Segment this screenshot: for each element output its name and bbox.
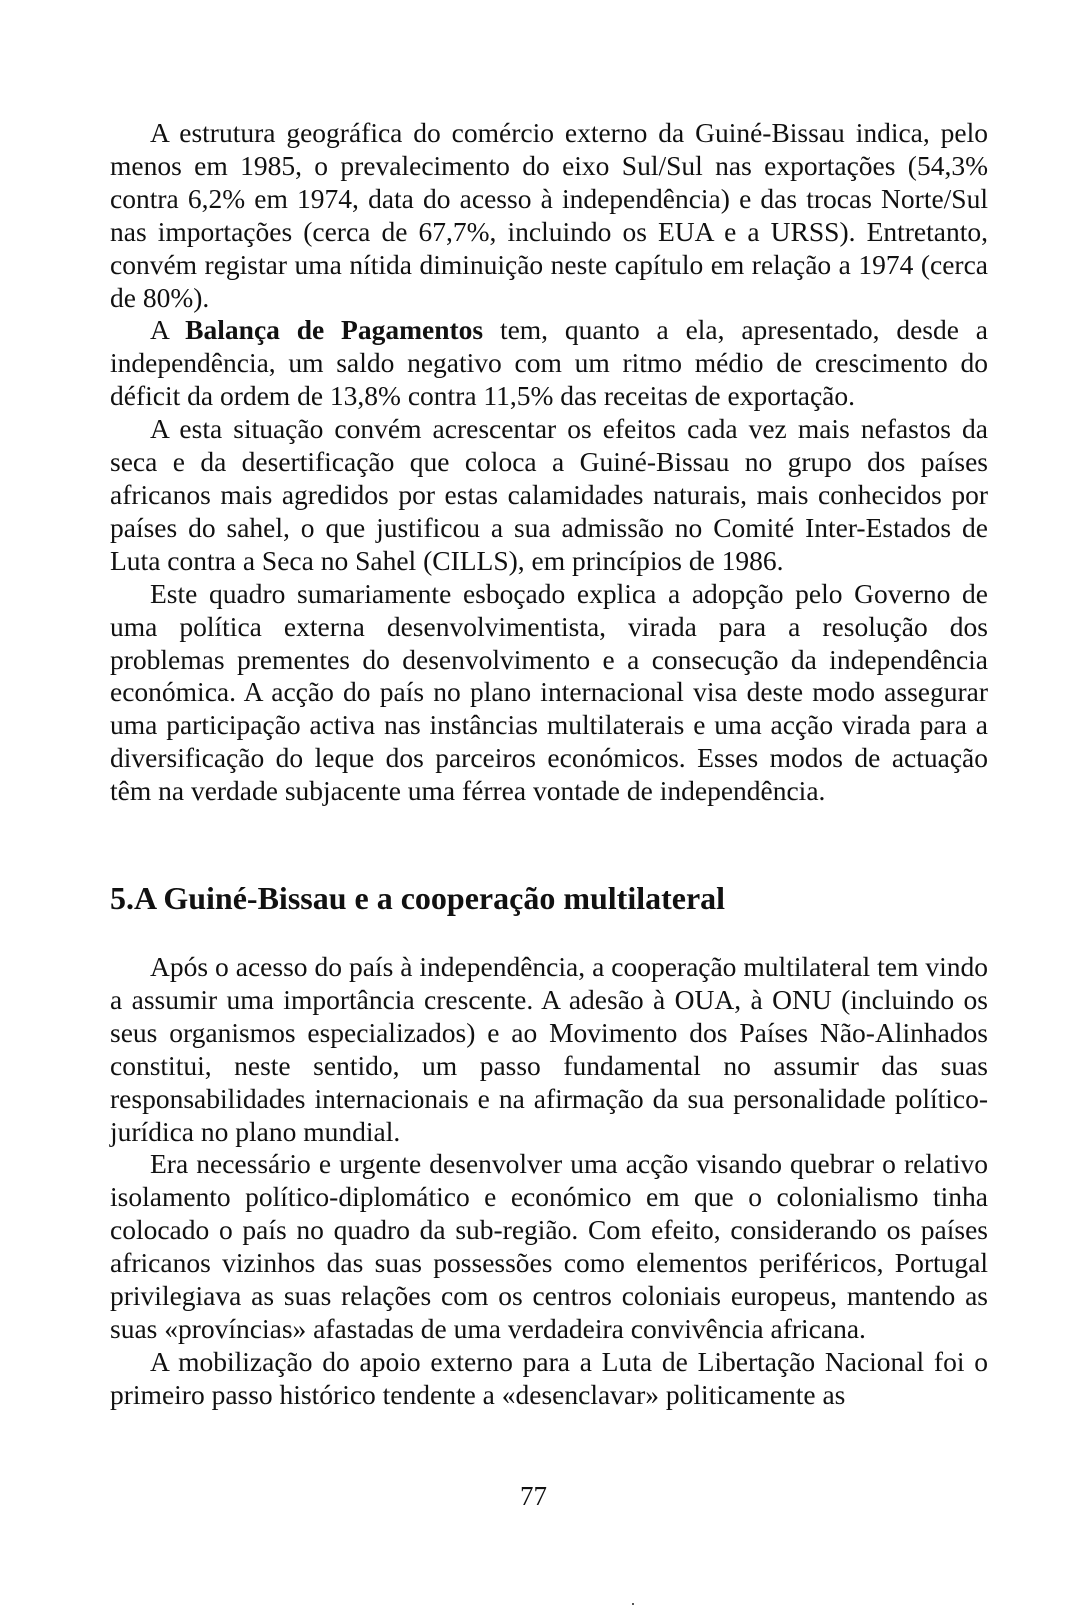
text-segment: A mobilização do apoio externo para a Luta de Libertação Nacional foi o primeiro passo histórico tendente a «desenclavar» politicamente as — [110, 1345, 988, 1410]
paragraph — [110, 413, 988, 578]
paragraph — [110, 1346, 988, 1412]
text-segment: Era necessário e urgente desenvolver uma acção visando quebrar o relativo isolamento político-diplomático e económico em que o colonialismo tinha colocado o país no quadro da sub-região. Com efeito, considerando os países africanos vizinhos das suas possessões como elementos periféricos, Portugal privilegiava as suas relações com os centros coloniais europeus, mantendo as suas «províncias» afastadas de uma verdadeira convivência africana. — [110, 1148, 988, 1344]
paragraph — [110, 117, 988, 314]
paragraph — [110, 314, 988, 413]
text-segment: tem, quanto a ela, apresentado, desde a independência, um saldo negativo com um ritmo médio de crescimento do déficit da ordem de 13,8% contra 11,5% das receitas de exportação. — [110, 314, 988, 412]
text-segment: A — [150, 314, 186, 346]
bold-term: Balança de Pagamentos — [185, 314, 484, 346]
text-segment: Este quadro sumariamente esboçado explica a adopção pelo Governo de uma política externa desenvolvimentista, virada para a resolução dos problemas prementes do desenvolvimento e a consecução da independência económica. A acção do país no plano internacional visa deste modo assegurar uma participação activa nas instâncias multilaterais e uma acção virada para a diversificação do leque dos parceiros económicos. Esses modos de actuação têm na verdade subjacente uma férrea vontade de independência. — [110, 577, 988, 807]
paragraph — [110, 1148, 988, 1345]
page-number: 77 — [520, 1481, 547, 1511]
text-segment: A estrutura geográfica do comércio externo da Guiné-Bissau indica, pelo menos em 1985, o prevalecimento do eixo Sul/Sul nas exportações (54,3% contra 6,2% em 1974, data do acesso à independência) e das trocas Norte/Sul nas importações (cerca de 67,7%, incluindo os EUA e a URSS). Entretanto, convém registar uma nítida diminuição neste capítulo em relação a 1974 (cerca de 80%). — [110, 117, 988, 313]
paragraph — [110, 578, 988, 808]
body-text-bottom — [110, 951, 988, 1412]
scan-speck — [632, 1603, 634, 1605]
paragraph — [110, 951, 988, 1148]
section-heading: 5.A Guiné-Bissau e a cooperação multilateral — [110, 880, 726, 916]
text-segment: Após o acesso do país à independência, a cooperação multilateral tem vindo a assumir uma importância crescente. A adesão à OUA, à ONU (incluindo os seus organismos especializados) e ao Movimento dos Países Não-Alinhados constitui, neste sentido, um passo fundamental no assumir das suas responsabilidades internacionais e na afirmação da sua personalidade político-jurídica no plano mundial. — [110, 951, 988, 1147]
body-text-top — [110, 117, 988, 808]
text-segment: A esta situação convém acrescentar os efeitos cada vez mais nefastos da seca e da desertificação que coloca a Guiné-Bissau no grupo dos países africanos mais agredidos por estas calamidades naturais, mais conhecidos por países do sahel, o que justificou a sua admissão no Comité Inter-Estados de Luta contra a Seca no Sahel (CILLS), em princípios de 1986. — [110, 413, 988, 576]
